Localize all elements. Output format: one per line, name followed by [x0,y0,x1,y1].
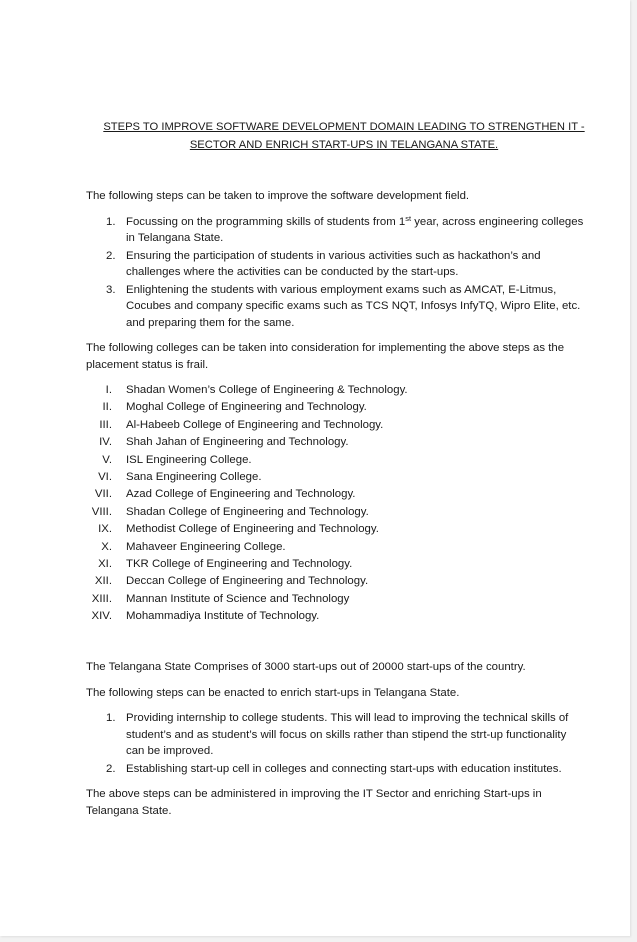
college-name: ISL Engineering College. [126,453,252,466]
list-marker: VII. [94,488,112,501]
list-marker: 2. [106,762,116,775]
colleges-list [86,382,586,625]
list-marker: 3. [106,283,116,296]
colleges-intro: The following colleges can be taken into consideration for implementing the above steps as the placement status is frail. [86,342,565,371]
list-marker: 1. [106,215,116,228]
step-text: Establishing start-up cell in colleges and connecting start-ups with education institutes. [126,762,562,775]
list-item [86,486,586,503]
list-item [86,214,586,247]
step-text-part-1: Focussing on the programming skills of students from 1 [126,215,406,228]
college-name: Shah Jahan of Engineering and Technology. [126,436,349,449]
college-name: TKR College of Engineering and Technology. [126,557,353,570]
list-item [86,573,586,590]
college-name: Methodist College of Engineering and Technology. [126,523,379,536]
college-name: Azad College of Engineering and Technology. [126,488,356,501]
superscript: st [405,213,412,223]
list-item [86,521,586,538]
college-name: Al-Habeeb College of Engineering and Technology. [126,418,384,431]
title-line-1: STEPS TO IMPROVE SOFTWARE DEVELOPMENT DOMAIN LEADING TO STRENGTHEN IT - [103,121,585,133]
steps-intro: The following steps can be taken to improve the software development field. [86,190,470,202]
college-name: Shadan Women’s College of Engineering & Technology. [126,384,408,396]
list-item [86,434,586,451]
college-name: Mannan Institute of Science and Technology [126,592,350,605]
college-name: Shadan College of Engineering and Technology. [126,505,369,518]
list-item [86,761,586,778]
list-item [86,591,586,608]
list-item [86,710,586,760]
list-item [86,452,586,469]
step-text: Providing internship to college students. This will lead to improving the technical skills of student’s and as student’s will focus on skills rather than stipend the strt-up functionality can be improved. [126,712,569,758]
step-text: Enlightening the students with various employment exams such as AMCAT, E-Litmus, Cocubes and company specific exams such as TCS NQT, Infosys InfyTQ, Wipro Elite, etc. and preparing them for the same. [126,283,581,329]
list-marker: VIII. [91,505,112,518]
step-text-part-2: year, across engineering colleges in Telangana State. [126,215,584,244]
startup-steps-intro: The following steps can be enacted to enrich start-ups in Telangana State. [86,686,460,699]
list-marker: 1. [106,712,116,725]
list-marker: X. [101,540,112,553]
list-marker: VI. [98,470,112,483]
college-name: Deccan College of Engineering and Technology. [126,575,369,588]
list-item [86,608,586,625]
list-marker: XIV. [91,610,112,623]
list-marker: XI. [98,557,112,570]
list-item [86,399,586,416]
list-marker: V. [102,453,112,466]
list-item [86,417,586,434]
college-name: Sana Engineering College. [126,470,262,483]
college-name: Moghal College of Engineering and Technology. [126,401,367,414]
closing-paragraph: The above steps can be administered in improving the IT Sector and enriching Start-ups in Telangana State. [86,788,542,817]
list-marker: XII. [94,575,112,588]
document-title [94,118,594,154]
list-item [86,556,586,573]
list-marker: I. [105,384,112,396]
college-name: Mahaveer Engineering College. [126,540,286,553]
list-marker: IV. [99,436,112,449]
college-name: Mohammadiya Institute of Technology. [126,610,320,623]
list-item [86,539,586,556]
list-marker: 2. [106,249,116,262]
list-marker: III. [99,418,112,431]
list-marker: XIII. [91,592,112,605]
list-item [86,248,586,281]
list-item [86,504,586,521]
steps-list [86,214,586,332]
startup-stat: The Telangana State Comprises of 3000 start-ups out of 20000 start-ups of the country. [86,661,526,674]
list-item [86,282,586,332]
startup-steps-list [86,710,586,777]
list-marker: IX. [98,523,112,536]
list-item [86,469,586,486]
step-text: Ensuring the participation of students in various activities such as hackathon’s and challenges where the activities can be conducted by the start-ups. [126,249,541,278]
list-marker: II. [102,401,112,414]
title-line-2: SECTOR AND ENRICH START-UPS IN TELANGANA STATE. [189,139,499,151]
list-item [86,382,586,399]
document-content [86,118,586,819]
